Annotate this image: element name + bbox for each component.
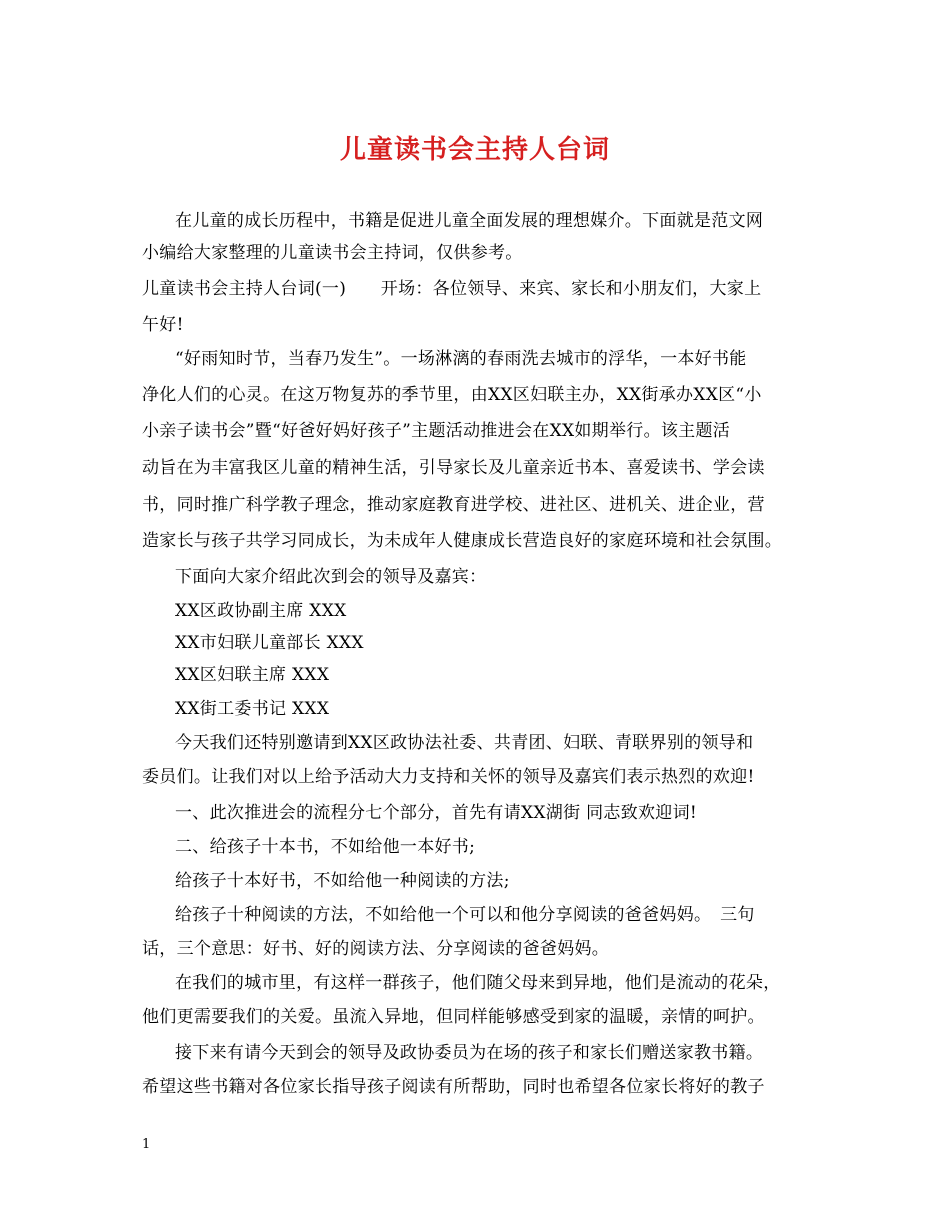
body-line: 造家长与孩子共学习同成长，为未成年人健康成长营造良好的家庭环境和社会氛围。 xyxy=(142,531,783,551)
body-line: 动旨在为丰富我区儿童的精神生活，引导家长及儿童亲近书本、喜爱读书、学会读 xyxy=(142,458,765,478)
body-line: 在儿童的成长历程中，书籍是促进儿童全面发展的理想媒介。下面就是范文网 xyxy=(175,211,764,231)
page-number: 1 xyxy=(142,1137,151,1152)
body-line: 话，三个意思：好书、好的阅读方法、分享阅读的爸爸妈妈。 xyxy=(142,939,610,959)
body-line: 净化人们的心灵。在这万物复苏的季节里，由XX区妇联主办，XX街承办XX区“小 xyxy=(142,385,762,405)
body-line: 一、此次推进会的流程分七个部分，首先有请XX湖街 同志致欢迎词! xyxy=(175,803,698,823)
body-line: 午好! xyxy=(142,315,184,335)
body-line: “好雨知时节，当春乃发生”。一场淋漓的春雨洗去城市的浮华，一本好书能 xyxy=(175,349,747,369)
body-line: 小亲子读书会”暨“好爸好妈好孩子”主题活动推进会在XX如期举行。该主题活 xyxy=(142,421,731,441)
guest-line: XX市妇联儿童部长 XXX xyxy=(175,633,364,653)
body-line: 儿童读书会主持人台词(一) 开场：各位领导、来宾、家长和小朋友们，大家上 xyxy=(142,279,762,299)
body-line: 二、给孩子十本书，不如给他一本好书; xyxy=(175,837,476,857)
guest-line: XX区政协副主席 XXX xyxy=(175,601,347,621)
guest-line: XX区妇联主席 XXX xyxy=(175,665,330,685)
guest-line: XX街工委书记 XXX xyxy=(175,699,330,719)
body-line: 给孩子十本好书，不如给他一种阅读的方法; xyxy=(175,871,510,891)
body-line: 在我们的城市里，有这样一群孩子，他们随父母来到异地，他们是流动的花朵， xyxy=(175,973,781,993)
body-line: 委员们。让我们对以上给予活动大力支持和关怀的领导及嘉宾们表示热烈的欢迎! xyxy=(142,767,755,787)
body-line: 接下来有请今天到会的领导及政协委员为在场的孩子和家长们赠送家教书籍。 xyxy=(175,1043,764,1063)
body-line: 今天我们还特别邀请到XX区政协法社委、共青团、妇联、青联界别的领导和 xyxy=(175,733,754,753)
body-line: 小编给大家整理的儿童读书会主持词，仅供参考。 xyxy=(142,243,523,263)
body-line: 他们更需要我们的关爱。虽流入异地，但同样能够感受到家的温暖，亲情的呵护。 xyxy=(142,1007,765,1027)
body-line: 给孩子十种阅读的方法，不如给他一个可以和他分享阅读的爸爸妈妈。 三句 xyxy=(175,905,755,925)
body-line: 希望这些书籍对各位家长指导孩子阅读有所帮助，同时也希望各位家长将好的教子 xyxy=(142,1077,765,1097)
body-line: 下面向大家介绍此次到会的领导及嘉宾： xyxy=(175,567,487,587)
document-title: 儿童读书会主持人台词 xyxy=(339,135,610,165)
body-line: 书，同时推广科学教子理念，推动家庭教育进学校、进社区、进机关、进企业，营 xyxy=(142,495,765,515)
